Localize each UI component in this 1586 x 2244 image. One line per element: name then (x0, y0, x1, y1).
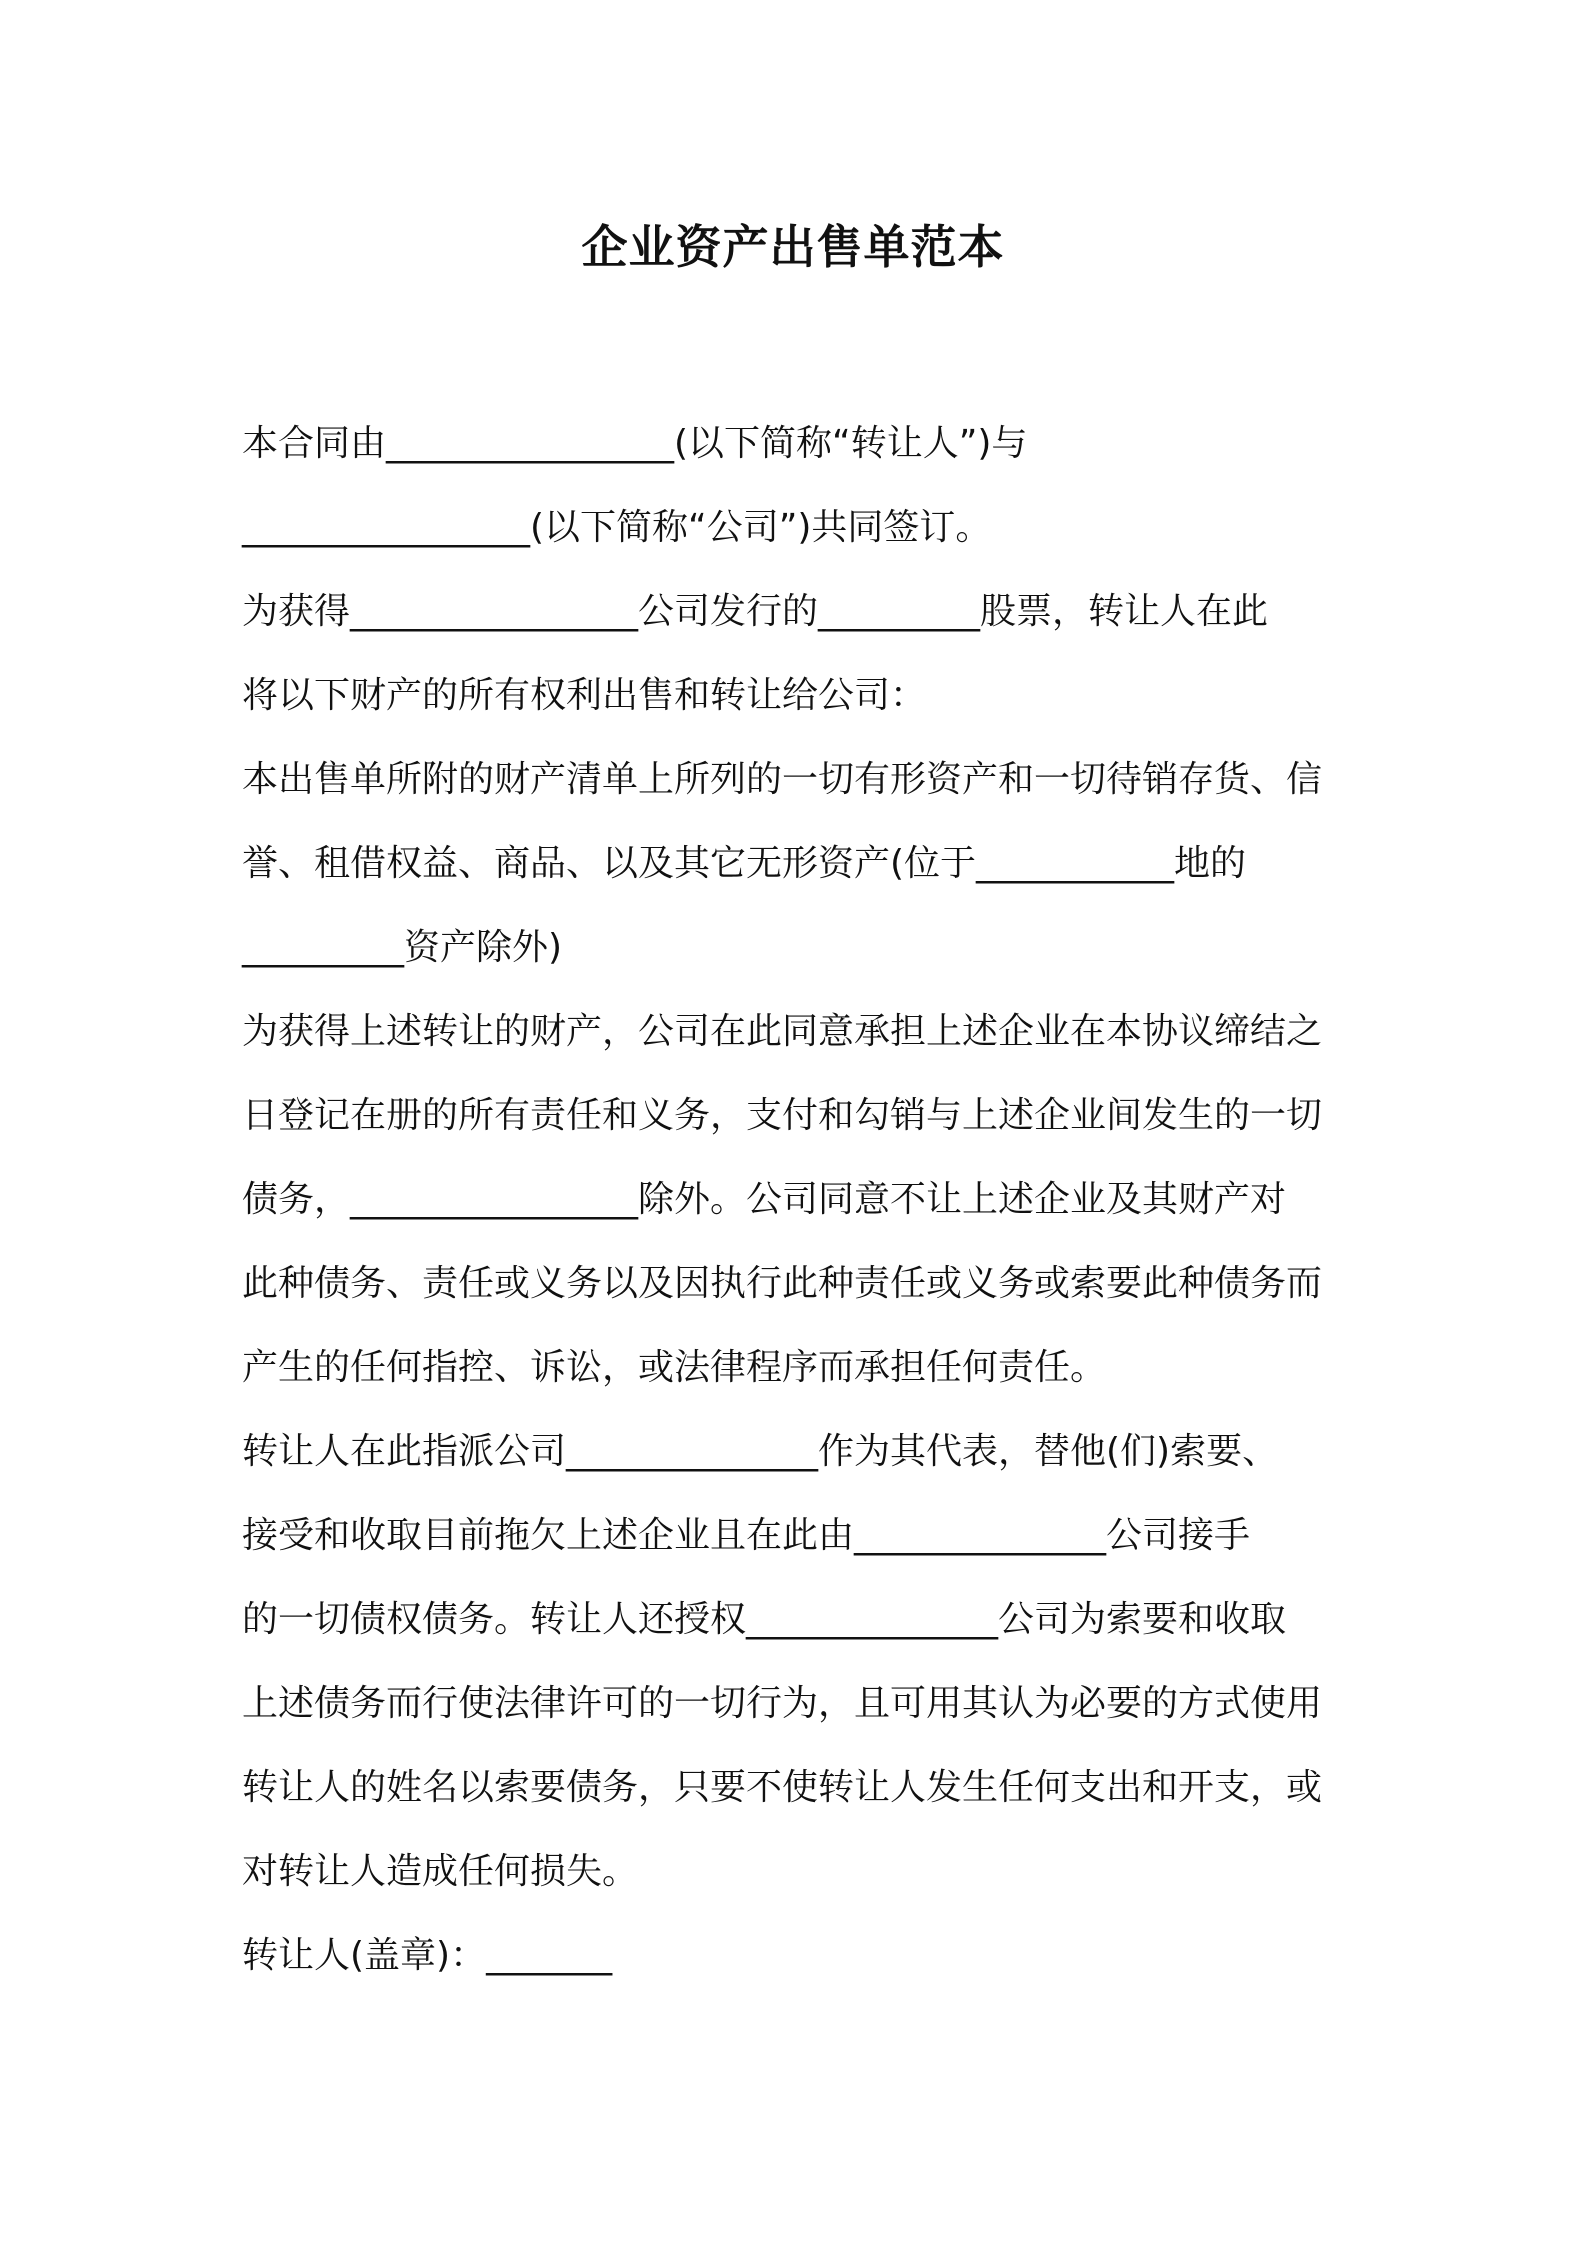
text-line-15: 的一切债权债务。转让人还授权______________公司为索要和收取 (242, 1599, 1287, 1640)
text-line-11: 此种债务、责任或义务以及因执行此种责任或义务或索要此种债务而 (242, 1263, 1323, 1304)
text-line-16: 上述债务而行使法律许可的一切行为，且可用其认为必要的方式使用 (242, 1683, 1323, 1724)
document-title: 企业资产出售单范本 (581, 220, 1005, 274)
text-line-1: 本合同由________________(以下简称“转让人”)与 (242, 423, 1028, 464)
text-line-14: 接受和收取目前拖欠上述企业且在此由______________公司接手 (242, 1515, 1251, 1556)
text-line-7: _________资产除外) (242, 927, 563, 968)
text-line-6: 誉、租借权益、商品、以及其它无形资产(位于___________地的 (242, 843, 1247, 884)
text-line-18: 对转让人造成任何损失。 (242, 1851, 639, 1892)
document-body (242, 402, 1362, 1998)
text-line-12: 产生的任何指控、诉讼，或法律程序而承担任何责任。 (242, 1347, 1107, 1388)
text-line-5: 本出售单所附的财产清单上所列的一切有形资产和一切待销存货、信 (242, 759, 1323, 800)
text-line-4: 将以下财产的所有权利出售和转让给公司： (242, 675, 927, 716)
text-line-8: 为获得上述转让的财产，公司在此同意承担上述企业在本协议缔结之 (242, 1011, 1323, 1052)
text-line-3: 为获得________________公司发行的_________股票，转让人在此 (242, 591, 1269, 632)
signature-line: 转让人(盖章)：_______ (242, 1935, 613, 1976)
text-line-10: 债务，________________除外。公司同意不让上述企业及其财产对 (242, 1179, 1287, 1220)
text-line-2: ________________(以下简称“公司”)共同签订。 (242, 507, 992, 548)
text-line-13: 转让人在此指派公司______________作为其代表，替他(们)索要、 (242, 1431, 1279, 1472)
text-line-17: 转让人的姓名以索要债务，只要不使转让人发生任何支出和开支，或 (242, 1767, 1323, 1808)
text-line-9: 日登记在册的所有责任和义务，支付和勾销与上述企业间发生的一切 (242, 1095, 1323, 1136)
